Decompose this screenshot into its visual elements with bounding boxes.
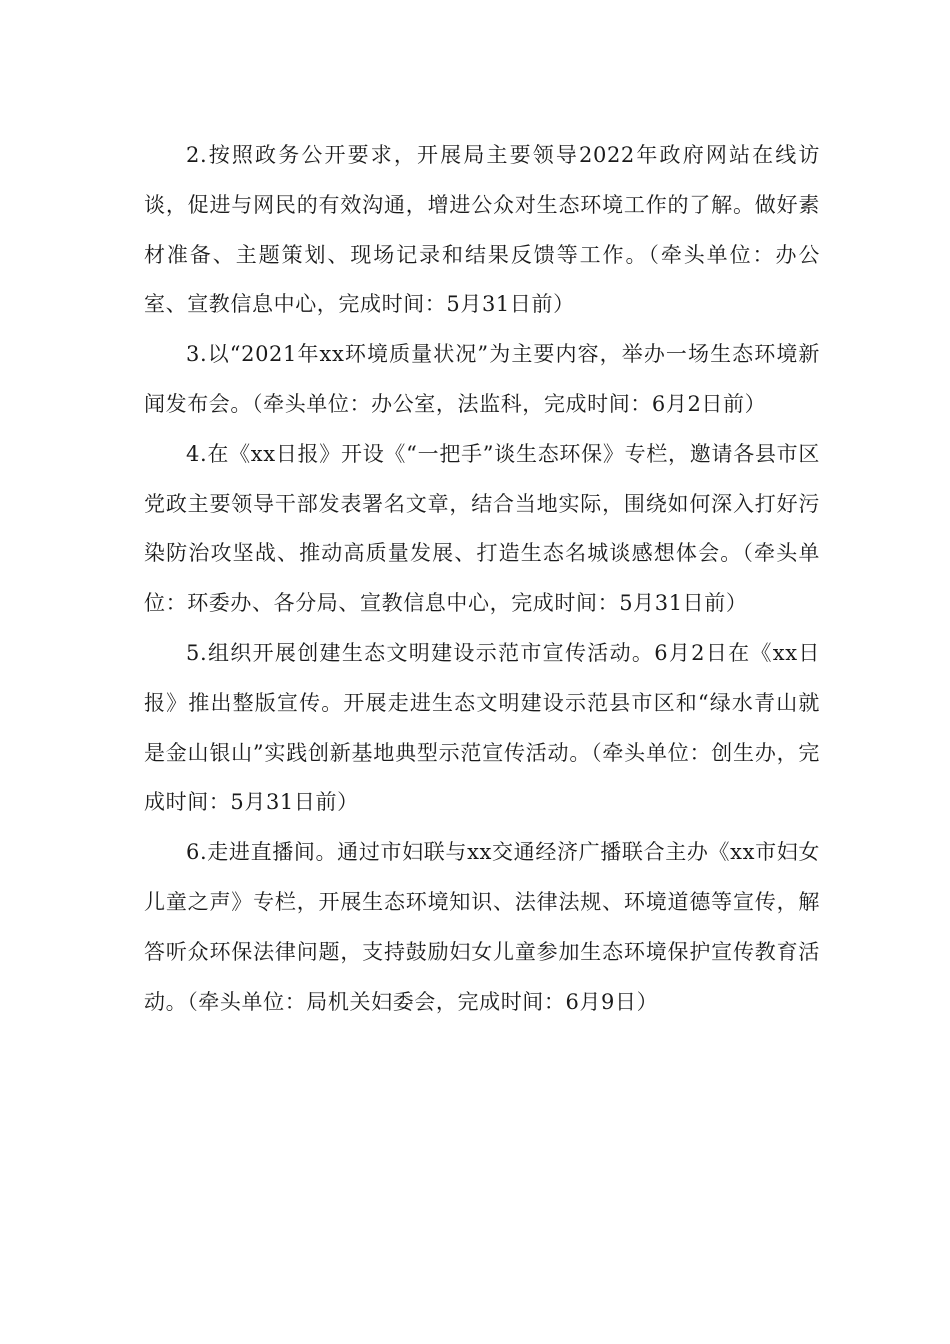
document-body [144,131,820,1027]
paragraph-item-2: 2.按照政务公开要求，开展局主要领导2022年政府网站在线访谈，促进与网民的有效沟通，增进公众对生态环境工作的了解。做好素材准备、主题策划、现场记录和结果反馈等工作。（牵头单位：办公室、宣教信息中心，完成时间：5月31日前） [144,143,820,317]
paragraph-item-3: 3.以“2021年xx环境质量状况”为主要内容，举办一场生态环境新闻发布会。（牵头单位：办公室，法监科，完成时间：6月2日前） [144,342,820,416]
paragraph-item-6: 6.走进直播间。通过市妇联与xx交通经济广播联合主办《xx市妇女儿童之声》专栏，开展生态环境知识、法律法规、环境道德等宣传，解答听众环保法律问题，支持鼓励妇女儿童参加生态环境保护宣传教育活动。（牵头单位：局机关妇委会，完成时间：6月9日） [144,840,820,1014]
paragraph-item-5: 5.组织开展创建生态文明建设示范市宣传活动。6月2日在《xx日报》推出整版宣传。开展走进生态文明建设示范县市区和“绿水青山就是金山银山”实践创新基地典型示范宣传活动。（牵头单位：创生办，完成时间：5月31日前） [144,640,820,815]
paragraph-item-4: 4.在《xx日报》开设《“一把手”谈生态环保》专栏，邀请各县市区党政主要领导干部发表署名文章，结合当地实际，围绕如何深入打好污染防治攻坚战、推动高质量发展、打造生态名城谈感想体会。（牵头单位：环委办、各分局、宣教信息中心，完成时间：5月31日前） [144,441,820,616]
